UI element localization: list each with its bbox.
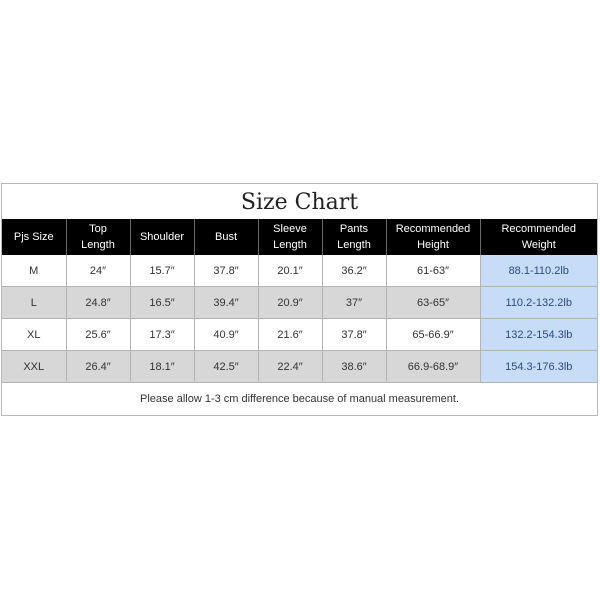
- size-table: [2, 219, 597, 383]
- header-top-length: [66, 219, 130, 255]
- chart-title: Size Chart: [240, 190, 359, 215]
- cell-size: M: [2, 255, 66, 287]
- cell-bust: 37.8″: [194, 255, 258, 287]
- header-shoulder: [130, 219, 194, 255]
- table-row: [2, 255, 597, 287]
- header-recommended-weight-line-2: Weight: [521, 239, 556, 251]
- cell-sleeve-length: 20.9″: [258, 287, 322, 319]
- header-bust-line-1: Bust: [214, 231, 237, 243]
- cell-bust: 42.5″: [194, 351, 258, 383]
- size-chart: [1, 183, 598, 416]
- cell-sleeve-length: 21.6″: [258, 319, 322, 351]
- header-top-length-line-1: Top: [89, 223, 107, 235]
- header-sleeve-length-line-2: Length: [273, 239, 307, 251]
- cell-recommended-height: 65-66.9″: [386, 319, 480, 351]
- cell-recommended-height: 61-63″: [386, 255, 480, 287]
- measurement-note: Please allow 1-3 cm difference because of manual measurement.: [140, 393, 459, 405]
- header-size-line-1: Pjs Size: [13, 231, 54, 243]
- cell-bust: 39.4″: [194, 287, 258, 319]
- cell-top-length: 24.8″: [66, 287, 130, 319]
- table-row: [2, 351, 597, 383]
- cell-pants-length: 38.6″: [322, 351, 386, 383]
- table-row: [2, 319, 597, 351]
- cell-recommended-weight: 154.3-176.3lb: [480, 351, 597, 383]
- header-sleeve-length: [258, 219, 322, 255]
- cell-pants-length: 37″: [322, 287, 386, 319]
- cell-bust: 40.9″: [194, 319, 258, 351]
- header-size: [2, 219, 66, 255]
- cell-pants-length: 37.8″: [322, 319, 386, 351]
- cell-size: L: [2, 287, 66, 319]
- cell-recommended-height: 63-65″: [386, 287, 480, 319]
- cell-sleeve-length: 22.4″: [258, 351, 322, 383]
- header-top-length-line-2: Length: [81, 239, 115, 251]
- header-recommended-weight-line-1: Recommended: [501, 223, 577, 235]
- cell-shoulder: 15.7″: [130, 255, 194, 287]
- header-pants-length: [322, 219, 386, 255]
- cell-top-length: 26.4″: [66, 351, 130, 383]
- cell-shoulder: 16.5″: [130, 287, 194, 319]
- cell-pants-length: 36.2″: [322, 255, 386, 287]
- cell-top-length: 24″: [66, 255, 130, 287]
- header-sleeve-length-line-1: Sleeve: [273, 223, 307, 235]
- header-row: [2, 219, 597, 255]
- header-recommended-weight: [480, 219, 597, 255]
- cell-recommended-weight: 132.2-154.3lb: [480, 319, 597, 351]
- header-bust: [194, 219, 258, 255]
- header-pants-length-line-1: Pants: [339, 223, 369, 235]
- cell-top-length: 25.6″: [66, 319, 130, 351]
- cell-shoulder: 17.3″: [130, 319, 194, 351]
- table-row: [2, 287, 597, 319]
- cell-recommended-height: 66.9-68.9″: [386, 351, 480, 383]
- header-recommended-height-line-1: Recommended: [395, 223, 471, 235]
- header-recommended-height-line-2: Height: [417, 239, 449, 251]
- cell-recommended-weight: 110.2-132.2lb: [480, 287, 597, 319]
- cell-size: XXL: [2, 351, 66, 383]
- cell-size: XL: [2, 319, 66, 351]
- cell-recommended-weight: 88.1-110.2lb: [480, 255, 597, 287]
- cell-shoulder: 18.1″: [130, 351, 194, 383]
- header-pants-length-line-2: Length: [337, 239, 371, 251]
- cell-sleeve-length: 20.1″: [258, 255, 322, 287]
- header-shoulder-line-1: Shoulder: [139, 231, 185, 243]
- header-recommended-height: [386, 219, 480, 255]
